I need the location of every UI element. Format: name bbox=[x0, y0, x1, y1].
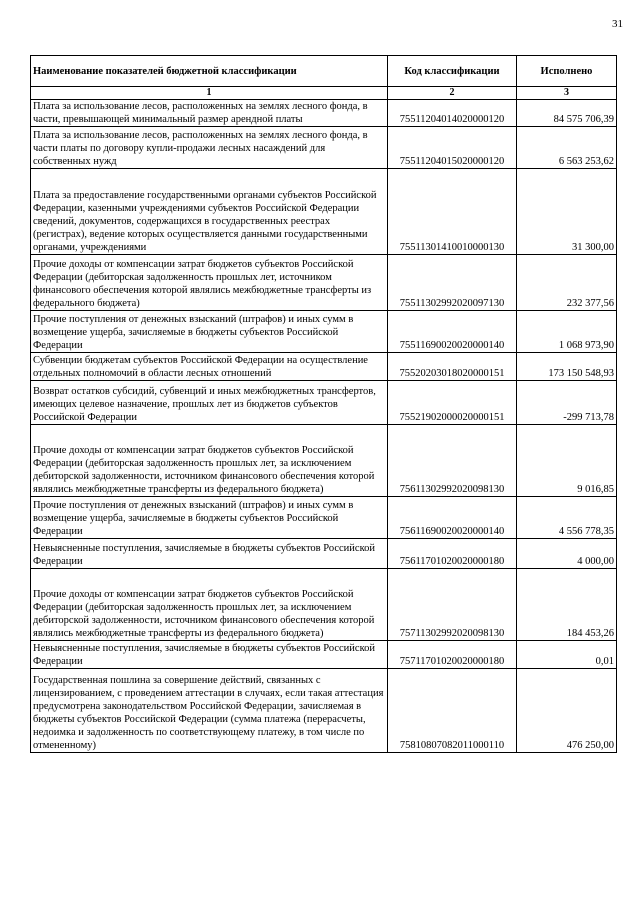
row-amount: 476 250,00 bbox=[517, 669, 617, 753]
row-amount: 31 300,00 bbox=[517, 169, 617, 255]
table-row bbox=[31, 169, 617, 255]
table-row bbox=[31, 311, 617, 353]
row-code: 75611302992020098130 bbox=[388, 425, 517, 497]
row-amount: 173 150 548,93 bbox=[517, 353, 617, 381]
row-amount: 0,01 bbox=[517, 641, 617, 669]
header-name: Наименование показателей бюджетной классификации bbox=[31, 56, 388, 87]
table-row bbox=[31, 127, 617, 169]
index-cell: 2 bbox=[388, 87, 517, 100]
row-amount: -299 713,78 bbox=[517, 381, 617, 425]
row-amount: 9 016,85 bbox=[517, 425, 617, 497]
row-name: Прочие доходы от компенсации затрат бюджетов субъектов Российской Федерации (дебиторская задолженность прошлых лет, за исключением дебиторской задолженности, источником финансового обеспечения которой являлись межбюджетные трансферты из федерального бюджета) bbox=[31, 569, 388, 641]
index-row bbox=[31, 87, 617, 100]
row-name: Невыясненные поступления, зачисляемые в бюджеты субъектов Российской Федерации bbox=[31, 539, 388, 569]
row-code: 75611690020020000140 bbox=[388, 497, 517, 539]
row-code: 75511204015020000120 bbox=[388, 127, 517, 169]
row-code: 75511301410010000130 bbox=[388, 169, 517, 255]
row-amount: 4 556 778,35 bbox=[517, 497, 617, 539]
table-row bbox=[31, 255, 617, 311]
row-code: 75711302992020098130 bbox=[388, 569, 517, 641]
row-name: Прочие поступления от денежных взысканий (штрафов) и иных сумм в возмещение ущерба, зачисляемые в бюджеты субъектов Российской Федерации bbox=[31, 497, 388, 539]
table-row bbox=[31, 100, 617, 127]
row-amount: 6 563 253,62 bbox=[517, 127, 617, 169]
table-row bbox=[31, 497, 617, 539]
row-name: Плата за использование лесов, расположенных на землях лесного фонда, в части платы по договору купли-продажи лесных насаждений для собственных нужд bbox=[31, 127, 388, 169]
table-row bbox=[31, 569, 617, 641]
row-amount: 84 575 706,39 bbox=[517, 100, 617, 127]
row-amount: 1 068 973,90 bbox=[517, 311, 617, 353]
row-code: 75611701020020000180 bbox=[388, 539, 517, 569]
header-row bbox=[31, 56, 617, 87]
row-name: Возврат остатков субсидий, субвенций и иных межбюджетных трансфертов, имеющих целевое назначение, прошлых лет из бюджетов субъектов Российской Федерации bbox=[31, 381, 388, 425]
table-row bbox=[31, 425, 617, 497]
header-code: Код классификации bbox=[388, 56, 517, 87]
page-number: 31 bbox=[612, 18, 623, 30]
index-cell: 1 bbox=[31, 87, 388, 100]
table-row bbox=[31, 353, 617, 381]
row-code: 75511302992020097130 bbox=[388, 255, 517, 311]
row-code: 75511204014020000120 bbox=[388, 100, 517, 127]
row-name: Плата за использование лесов, расположенных на землях лесного фонда, в части, превышающей минимальный размер арендной платы bbox=[31, 100, 388, 127]
row-name: Прочие поступления от денежных взысканий (штрафов) и иных сумм в возмещение ущерба, зачисляемые в бюджеты субъектов Российской Федерации bbox=[31, 311, 388, 353]
row-name: Прочие доходы от компенсации затрат бюджетов субъектов Российской Федерации (дебиторская задолженность прошлых лет, за исключением дебиторской задолженности, источником финансового обеспечения которой являлись межбюджетные трансферты из федерального бюджета) bbox=[31, 425, 388, 497]
row-amount: 184 453,26 bbox=[517, 569, 617, 641]
row-code: 75810807082011000110 bbox=[388, 669, 517, 753]
row-name: Прочие доходы от компенсации затрат бюджетов субъектов Российской Федерации (дебиторская задолженность прошлых лет, источником финансового обеспечения которой являлись межбюджетные трансферты из федерального бюджета) bbox=[31, 255, 388, 311]
row-code: 75711701020020000180 bbox=[388, 641, 517, 669]
row-name: Невыясненные поступления, зачисляемые в бюджеты субъектов Российской Федерации bbox=[31, 641, 388, 669]
row-code: 75520203018020000151 bbox=[388, 353, 517, 381]
table-row bbox=[31, 539, 617, 569]
table-row bbox=[31, 641, 617, 669]
row-name: Государственная пошлина за совершение действий, связанных с лицензированием, с проведением аттестации в случаях, если такая аттестация предусмотрена законодательством Российской Федерации, зачисляемая в бюджеты субъектов Российской Федерации (сумма платежа (перерасчеты, недоимка и задолженность по соответствующему платежу, в том числе по отмененному) bbox=[31, 669, 388, 753]
table-row bbox=[31, 669, 617, 753]
header-amount: Исполнено bbox=[517, 56, 617, 87]
row-name: Плата за предоставление государственными органами субъектов Российской Федерации, казенными учреждениями субъектов Российской Федерации сведений, документов, содержащихся в государственных реестрах (регистрах), ведение которых осуществляется данными государственными органами, учреждениями bbox=[31, 169, 388, 255]
index-cell: 3 bbox=[517, 87, 617, 100]
budget-table bbox=[30, 55, 617, 753]
row-amount: 4 000,00 bbox=[517, 539, 617, 569]
row-code: 75521902000020000151 bbox=[388, 381, 517, 425]
row-amount: 232 377,56 bbox=[517, 255, 617, 311]
row-name: Субвенции бюджетам субъектов Российской Федерации на осуществление отдельных полномочий в области лесных отношений bbox=[31, 353, 388, 381]
row-code: 75511690020020000140 bbox=[388, 311, 517, 353]
table-row bbox=[31, 381, 617, 425]
